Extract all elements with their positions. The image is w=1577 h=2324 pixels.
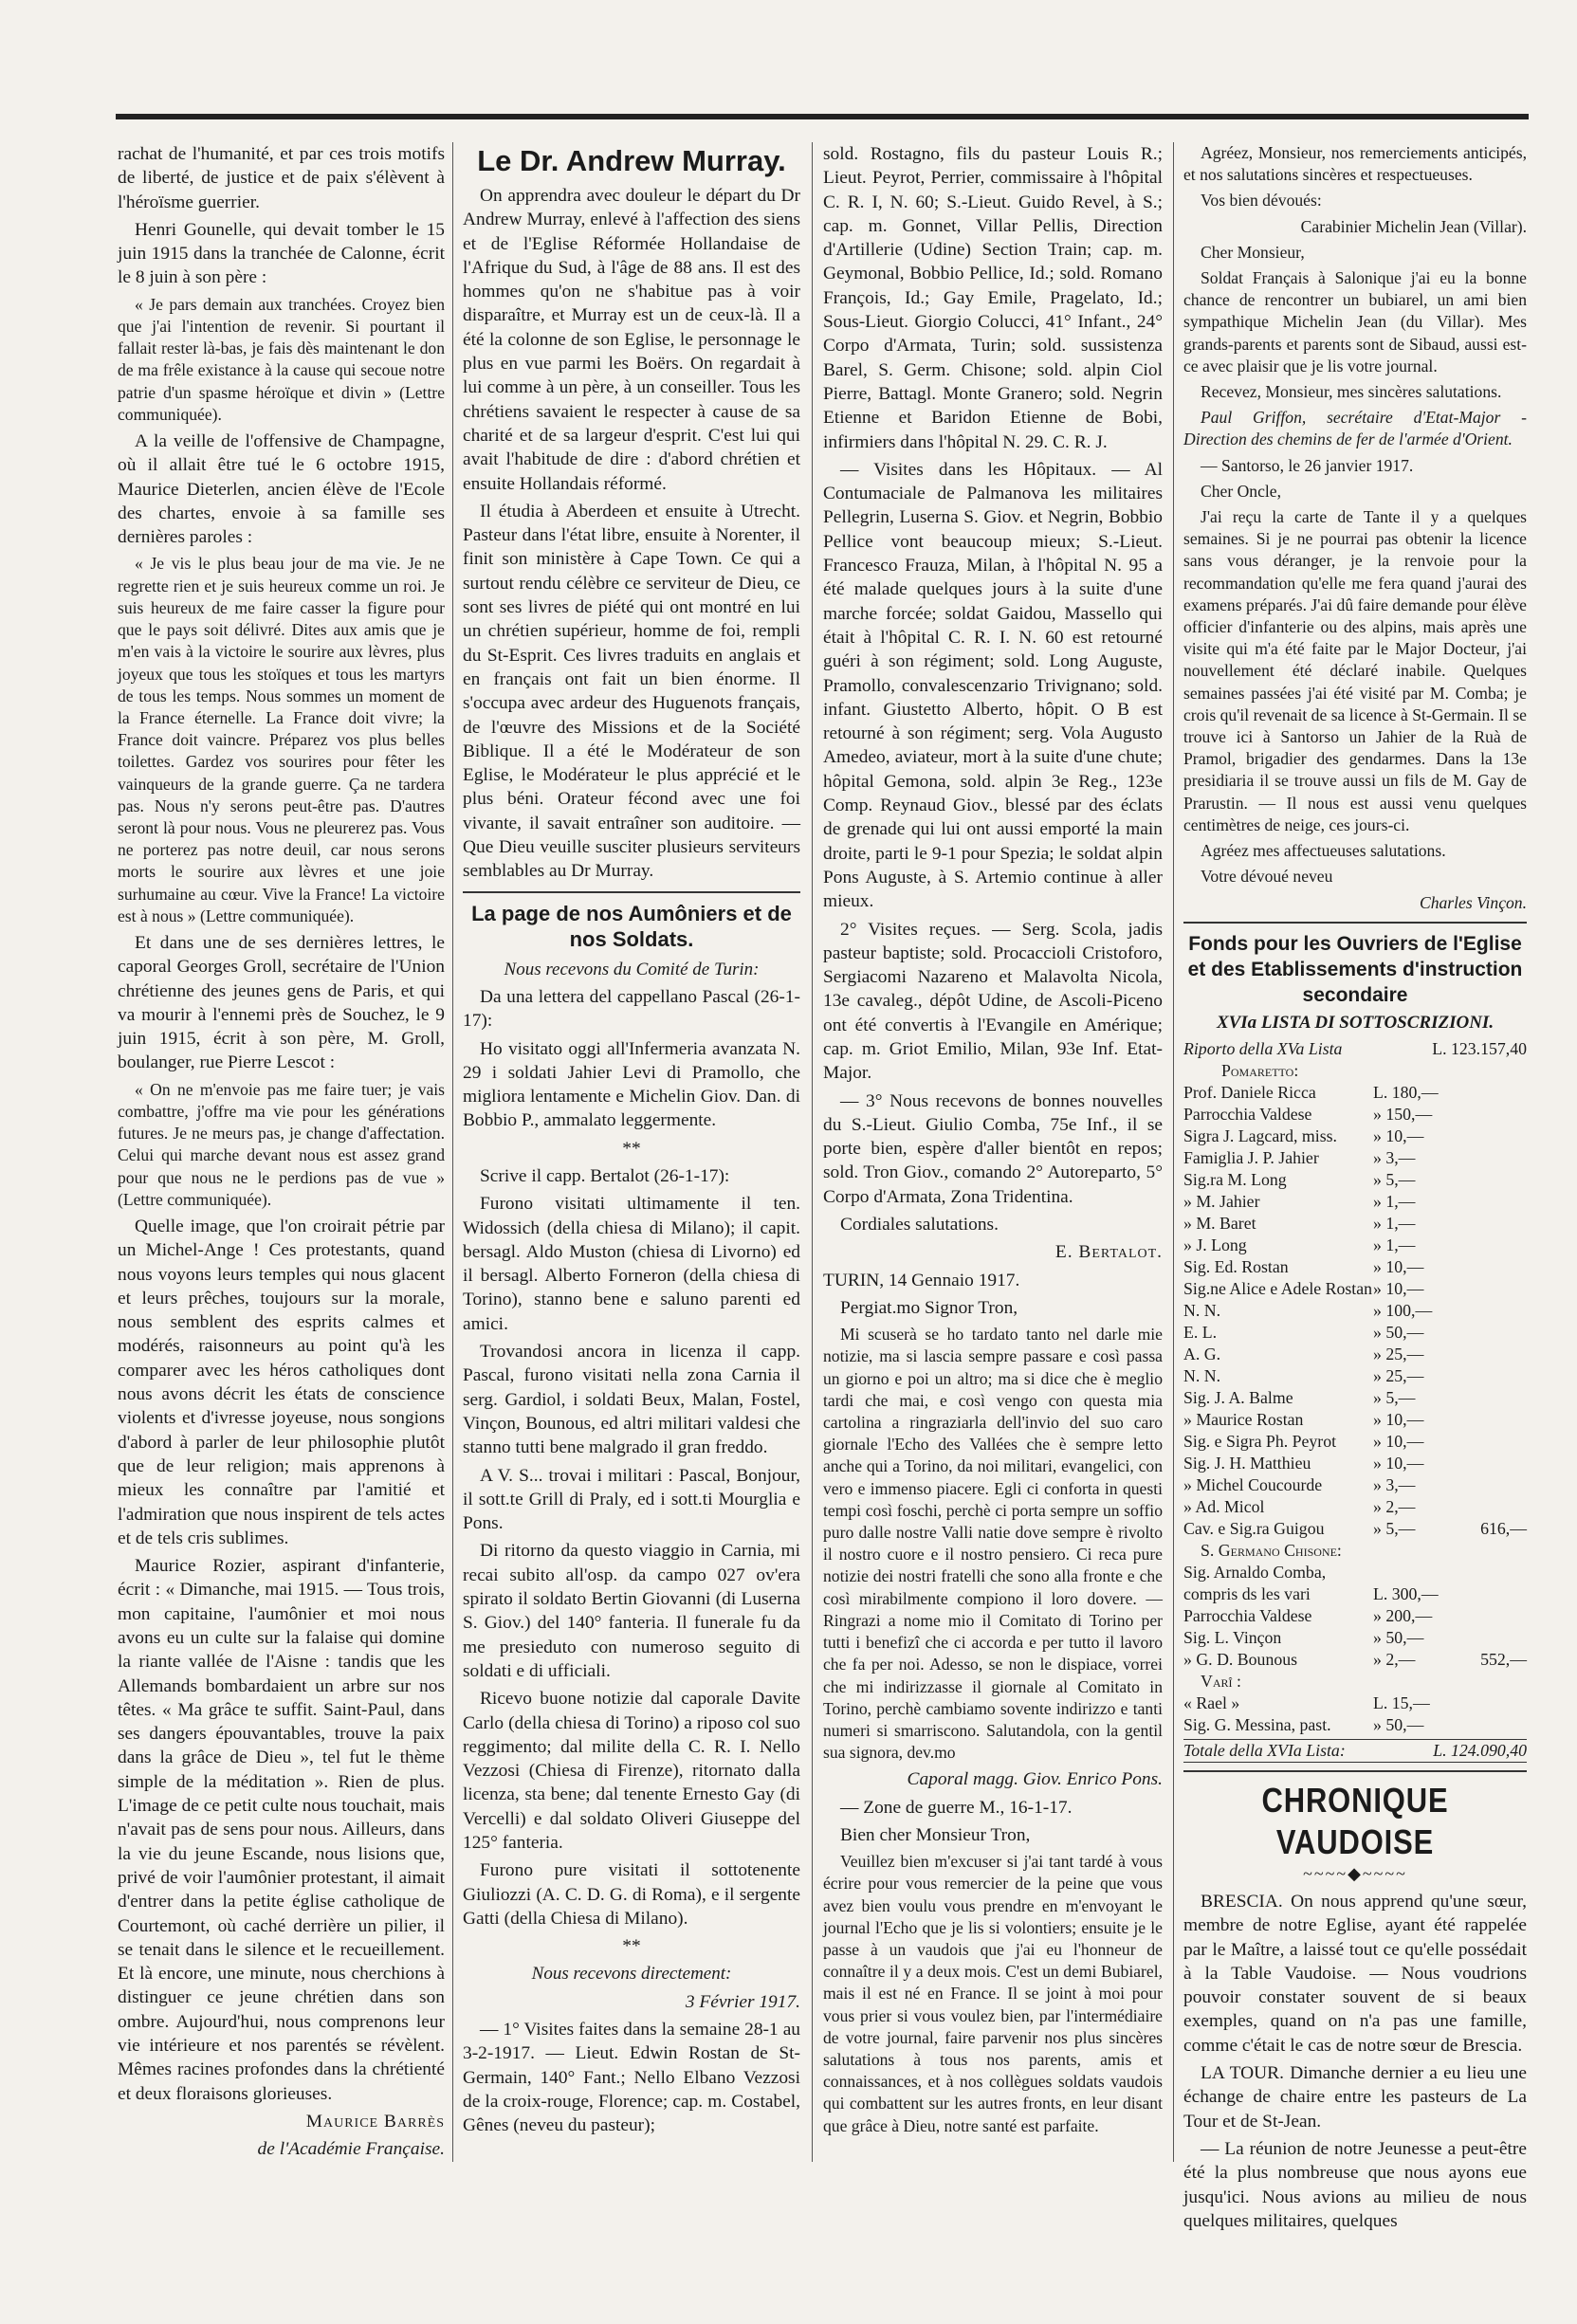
subtitle: Nous recevons directement: [531,1964,732,1985]
flourish-ornament: ~~~~◆~~~~ [1303,1864,1407,1883]
section-title: La page de nos Aumôniers et de nos Soldats. [471,901,792,951]
top-rule [116,114,1529,119]
paragraph: Ricevo buone notizie dal caporale Davite Carlo (della chiesa di Torino) a riposo col suo reggimento; dal milite della C. R. I. Nello Vezzosi (Chiesa di Firenze), ritornato dalla licenza, sta bene; dal tenente Ernesto Gay (di Vercelli) e dal soldato Oliveri Giuseppe del 125° fanteria. [463,1689,800,1853]
salutation: Cher Monsieur, [1201,242,1305,262]
paragraph: A la veille de l'offensive de Champagne, où il allait être tué le 6 octobre 1915, Maurice Dieterlen, ancien élève de l'Ecole des chartes, envoie à sa famille ses dernières paroles : [118,431,445,548]
table-row: Sig. J. A. Balme » 5,— [1183,1388,1416,1407]
salutation: Pergiat.mo Signor Tron, [840,1297,1018,1318]
dateline: — Santorso, le 26 janvier 1917. [1201,455,1414,475]
table-row: compris ds les vari L. 300,— [1183,1584,1439,1603]
paragraph: Et dans une de ses dernières lettres, le caporal Georges Groll, secrétaire de l'Union chrétienne des jeunes gens de Paris, et qui va mourir à l'ennemi près de Souchez, le 9 juin 1915, écrit à son père, M. Groll, boulanger, rue Pierre Lescot : [118,932,445,1073]
chronique-title: CHRONIQUE VAUDOISE [1261,1781,1449,1861]
paragraph: — Visites dans les Hôpitaux. — Al Contumaciale de Palmanova les militaires Pellegrin, Luserna S. Giov. et Negrin, Bobbio Pellice vont beaucoup mieux; S.-Lieut. Francesco Frauza, Milan, à l'hôpital N. 95 a été malade quelques jours à la suite d'une marche forcée; soldat Gaidou, Massello qui était à l'hôpital C. R. I. N. 60 est retourné guéri à son régiment; sold. Long Auguste, Pramollo, convalescenzario Trivignano; sold. infant. Giustetto Alberto, hôpit. O B est retourné à son régiment; serg. Vola Augusto Amedeo, aviateur, mort à la suite d'une chute; hôpital Gemona, sold. alpin 3e Reg., 123e Comp. Reynaud Giov., blessé par des éclats de grenade qui lui ont aussi emporté la main droite, parti le 9-1 pour Spezia; le soldat alpin Pons Auguste, à S. Artemio continue à aller mieux. [823,459,1163,912]
paragraph: sold. Rostagno, fils du pasteur Louis R.; Lieut. Peyrot, Perrier, commissaire à l'hôpital C. R. I, N. 60; S.-Lieut. Guido Revel, à S.; cap. m. Gonnet, Villar Pellis, Direction d'Artillerie (Udine) Section Train; cap. m. Geymonal, Bobbio Pellice, Id.; sold. Romano François, Id.; Gay Emile, Pragelato, Id.; Sous-Lieut. Giorgio Colucci, 41° Infant., 24° Corpo d'Armata, Turin; sold. sussistenza Barel, S. Germ. Chisone; sold. alpin Ciol Pierre, Battagl. Monte Granero; sold. Negrin Etienne et Baridon Etienne de Bobi, infirmiers dans l'hôpital N. 29. C. R. J. [823,144,1163,452]
paragraph: Il étudia à Aberdeen et ensuite à Utrecht. Pasteur dans l'état libre, ensuite à Norenter, il finit son ministère à Cape Town. Ce qui a surtout rendu célèbre ce serviteur de Dieu, ce sont ses livres de piété qui ont montré en lui un chrétien supérieur, homme de foi, rempli du St-Esprit. Ces livres traduits en anglais et en français ont fait un bien énorme. Il s'occupa avec ardeur des Huguenots français, de l'œuvre des Missions et de la Société Biblique. Il a été le Modérateur de son Eglise, le Modérateur le plus apprécié et le plus béni. Orateur fécond avec une foi vivante, il savait entraîner son auditoire. — Que Dieu veuille susciter plusieurs serviteurs semblables au Dr Murray. [463,501,800,882]
subtitle: Nous recevons du Comité de Turin: [504,959,760,979]
author-title: de l'Académie Française. [257,2139,445,2160]
letter-text: Mi scuserà se ho tardato tanto nel darle mie notizie, ma si lascia sempre passare e così passa un giorno e poi un altro; ma si dice che è meglio tardi che mai, e così vengo con questa mia cartolina a ringraziarla dell'invio del suo caro giornale l'Echo des Vallées che è sempre letto anche qui a Torino, da noi militari, evangelici, con vero e immenso piacere. Egli ci conforta in questi tempi così foschi, perchè ci porta sempre un soffio puro dalle nostre Valli natie dove sempre è rivolto il nostro cuore e il nostro pensiero. Ci reca pure notizie dei nostri fratelli che sono alla fronte e che così mirabilmente compiono il loro dovere. — Ringrazi a nome mio il Comitato di Torino per tutti i benefizî che ci accorda e per tutto il lavoro che fa per noi. Adesso, se non le dispiace, vorrei che mi indirizzasse il giornale al Comitato in Torino, perchè cambiamo sovente indirizzo e tanti numeri si smarriscono. Salutandola, con la gentil sua signora, dev.mo [823,1325,1163,1763]
fund-title: Fonds pour les Ouvriers de l'Eglise [1188,932,1522,955]
paragraph: Recevez, Monsieur, mes sincères salutations. [1201,382,1502,402]
paragraph: — 1° Visites faites dans la semaine 28-1 au 3-2-1917. — Lieut. Edwin Rostan de St-Germain, 140° Fant.; Nello Elbano Vezzosi de la croix-rouge, Florence; cap. m. Costabel, Gênes (neveu du pasteur); [463,2020,800,2136]
signature: Paul Griffon, secrétaire d'Etat-Major - Direction des chemins de fer de l'armée d'Orient. [1183,408,1527,449]
paragraph: 2° Visites reçues. — Serg. Scola, jadis pasteur baptiste; sold. Procaccioli Cristoforo, Sergiacomi Nazareno et Malavolta Nicola, 13e cavaleg., dépôt Udine, de Ascoli-Piceno ont été convertis à l'Evangile en Amérique; cap. m. Griot Emilio, Milan, 93e Inf. Etat-Major. [823,919,1163,1084]
separator-stars: ** [622,1936,641,1957]
quote: « Je pars demain aux tranchées. Croyez bien que j'ai l'intention de revenir. Si pourtant il fallait rester là-bas, je fais dès maintenant le don de ma frêle existance à la cause qui secoue notre patrie d'un spasme héroïque et divin » (Lettre communiquée). [118,294,445,424]
group-label: Varî : [1201,1672,1241,1691]
quote: « Je vis le plus beau jour de ma vie. Je ne regrette rien et je suis heureux comme un roi. Je suis heureux de me faire casser la figure pour que le pays soit délivré. Dites aux amis que je m'en vais à la victoire le sourire aux lèvres, plus joyeux que tous les stoïques et tous les martyrs de tous les temps. Nous sommes un moment de la France éternelle. La France doit vivre; la France doit vaincre. Préparez vos plus belles toilettes. Gardez vos sourires pour fêter les vainqueurs de la grande guerre. Ça ne tardera pas. Nous n'y serons peut-être pas. D'autres seront là pour nous. Vous ne pleurerez pas. Vous ne porterez pas notre deuil, car nous serons morts le sourire aux lèvres et une joie surhumaine au cœur. Vive la France! La victoire est à nous » (Lettre communiquée). [118,554,445,925]
table-row: » G. D. Bounous » 2,— 552,— [1183,1650,1527,1669]
table-row: Sig.ne Alice e Adele Rostan » 10,— [1183,1279,1424,1298]
paragraph: A V. S... trovai i militari : Pascal, Bonjour, il sott.te Grill di Praly, ed i sott.ti Mourglia e Pons. [463,1465,800,1534]
paragraph: Trovandosi ancora in licenza il capp. Pascal, furono visitati nella zona Carnia il serg. Gardiol, i soldati Beux, Malan, Fostel, Vinçon, Bounous, ed altri militari valdesi che stanno tutti bene malgrado il gran freddo. [463,1342,800,1458]
table-row: « Rael » L. 15,— [1183,1693,1430,1712]
paragraph: Agréez mes affectueuses salutations. [1201,841,1446,861]
signature: Carabinier Michelin Jean (Villar). [1300,216,1527,236]
table-row: A. G. » 25,— [1183,1345,1424,1363]
column-4 [1183,142,1527,2237]
table-row: Sig. J. H. Matthieu » 10,— [1183,1454,1424,1473]
sgermano-rows [1183,1562,1527,1671]
paragraph: Di ritorno da questo viaggio in Carnia, mi recai subito all'osp. da campo 027 ov'era spirato il soldato Bertin Giovanni (di Luserna S. Giov.) del 140° fanteria. Il funerale fu da me presieduto con numeroso seguito di soldati e di ufficiali. [463,1541,800,1681]
pomaretto-rows [1183,1082,1527,1540]
table-row: » J. Long » 1,— [1183,1235,1416,1254]
table-row: N. N. » 100,— [1183,1301,1433,1320]
paragraph: Scrive il capp. Bertalot (26-1-17): [480,1165,730,1186]
table-row: Sigra J. Lagcard, miss. » 10,— [1183,1126,1424,1145]
table-row: Famiglia J. P. Jahier » 3,— [1183,1148,1416,1167]
table-row: » M. Jahier » 1,— [1183,1192,1416,1211]
column-2 [463,142,800,2142]
dateline: TURIN, 14 Gennaio 1917. [823,1270,1020,1290]
paragraph: — 3° Nous recevons de bonnes nouvelles du S.-Lieut. Giulio Comba, 75e Inf., il se porte bien, espère d'aller bientôt en repos; sold. Tron Giov., comando 2° Autoreparto, 5° Corpo d'Armata, Zona Tridentina. [823,1090,1163,1207]
paragraph: Maurice Rozier, aspirant d'infanterie, écrit : « Dimanche, mai 1915. — Tous trois, mon capitaine, l'aumônier et moi nous avons eu un culte sur la falaise qui domine la riante vallée de l'Aisne : tandis que les Allemands bombardaient un arbre sur nos têtes. « Ma grâce te suffit. Saint-Paul, dans ses dangers épouvantables, trouve la paix dans la grâce de Dieu », tel fut le thème simple de la méditation ». Rien de plus. L'image de ce petit culte nous touchait, mais n'avait pas de sens pour nous. Ailleurs, dans la vie du jeune Escande, nous lisions que, privé de voir l'aumônier protestant, il aimait d'entrer dans la petite église catholique de Courtemont, où caché derrière un pilier, il se tenait dans le silence et le recueillement. Et là encore, une minute, nous cherchions à distinguer ce jeune chrétien dans son ombre. Aujourd'hui, nous comprenons leur vie intérieure et nos parentés se révèlent. Mêmes racines profondes dans la chrétienté et deux floraisons glorieuses. [118,1556,445,2104]
paragraph: Henri Gounelle, qui devait tomber le 15 juin 1915 dans la tranchée de Calonne, écrit le 8 juin à son père : [118,219,445,288]
separator-stars: ** [622,1138,641,1159]
table-total-row: Totale della XVIa Lista: L. 124.090,40 [1183,1740,1527,1763]
paragraph: Vos bien dévoués: [1201,191,1322,210]
table-row: Cav. e Sig.ra Guigou » 5,— 616,— [1183,1519,1527,1538]
paragraph: rachat de l'humanité, et par ces trois motifs de liberté, de justice et de paix s'élèvent à l'héroïsme guerrier. [118,144,445,212]
table-row: » Ad. Micol » 2,— [1183,1497,1416,1516]
paragraph: Cordiales salutations. [840,1215,999,1235]
section-divider [463,891,800,893]
salutation: Bien cher Monsieur Tron, [840,1824,1031,1845]
letter-text: J'ai reçu la carte de Tante il y a quelques semaines. Si je ne pourrai pas obtenir la licence sans vous déranger, je la renvoie pour la recommandation qu'elle me fera quand j'aurai des examens préparés. J'ai dû faire demande pour élève officier d'infanterie ou des alpins, mais après une visite qui m'a été faite par le Major Docteur, j'ai nouvellement été déclaré inabile. Quelques semaines passées j'ai été visité par M. Comba; je crois qu'il revenait de sa licence à St-Germain. Il se trouve ici à Santorso un Jahier de la Ruà de Pramol, brigadier des gendarmes. Dans la 13e presidiaria il se trouve aussi un fils de M. Gay de Prarustin. — Il nous est aussi venu quelques centimètres de neige, ces jours-ci. [1183,507,1527,834]
table-row: Prof. Daniele Ricca L. 180,— [1183,1083,1439,1102]
table-row: » M. Baret » 1,— [1183,1214,1416,1233]
table-row: Sig. Ed. Rostan » 10,— [1183,1257,1424,1276]
signature: Caporal magg. Giov. Enrico Pons. [907,1769,1163,1790]
list-title: XVIa LISTA DI SOTTOSCRIZIONI. [1216,1012,1494,1033]
table-row: Sig. Arnaldo Comba, [1183,1563,1327,1582]
dateline: — Zone de guerre M., 16-1-17. [840,1797,1073,1818]
table-row: Parrocchia Valdese » 150,— [1183,1105,1433,1124]
column-divider [1173,142,1174,2162]
author-signature: Maurice Barrès [305,2111,445,2132]
table-row: E. L. » 50,— [1183,1323,1424,1342]
paragraph: Votre dévoué neveu [1201,867,1333,887]
signature: Charles Vinçon. [1419,892,1527,912]
paragraph: Furono pure visitati il sottotenente Giuliozzi (A. C. D. G. di Roma), e il sergente Gatti (della Chiesa di Milano). [463,1860,800,1929]
table-row: » Maurice Rostan » 10,— [1183,1410,1424,1429]
table-row: » Michel Coucourde » 3,— [1183,1475,1416,1494]
paragraph: Quelle image, que l'on croirait pétrie par un Michel-Ange ! Ces protestants, quand nous voyons leurs temples qui nous glacent et leurs prêches, toujours sur la morale, nous semblent des esprits calmes et modérés, raisonneurs au point qu'à les comparer avec les héros catholiques dont nous avons décrit les états de conscience violents et d'ivresse joyeuse, nous songions d'abord à parler de leur philosophie plutôt que de leur religion; mais apprenons à mieux les connaître par l'amitié et l'admiration que nous inspirent de tels actes et de tels cris sublimes. [118,1216,445,1548]
letter-text: Veuillez bien m'excuser si j'ai tant tardé à vous écrire pour vous remercier de la peine que vous avez bien voulu vous prendre en m'envoyant le journal l'Echo que je lis si volontiers; ensuite je le passe à un vaudois que j'ai eu l'honneur de connaître il y a deux mois. C'est un demi Bubiarel, mais il est né en France. Il se joint à moi pour vous prier si vous voulez bien, par l'intermédiaire de votre journal, faire parvenir nos plus sincères salutations à tous nos parents, amis et connaissances, et à nos collègues soldats vaudois qui combattent sur les autres fronts, en leur disant que grâce à Dieu, notre santé est parfaite. [823,1852,1163,2135]
paragraph: BRESCIA. On nous apprend qu'une sœur, membre de notre Eglise, ayant été rappelée par le Maître, a laissé tout ce qu'elle possédait à la Table Vaudoise. — Nous voudrions pouvoir constater souvent de si beaux exemples, quand on n'a pas une famille, comme c'était le cas de notre sœur de Brescia. [1183,1892,1527,2056]
table-row: Sig.ra M. Long » 5,— [1183,1170,1416,1189]
group-label: S. Germano Chisone: [1201,1541,1342,1560]
signature: E. Bertalot. [1054,1242,1163,1263]
table-row: Sig. e Sigra Ph. Peyrot » 10,— [1183,1432,1424,1451]
article-title: Le Dr. Andrew Murray. [477,144,786,177]
table-row: Riporto della XVa Lista L. 123.157,40 [1183,1039,1527,1058]
date-line: 3 Février 1917. [685,1991,800,2012]
paragraph: LA TOUR. Dimanche dernier a eu lieu une échange de chaire entre les pasteurs de La Tour et de St-Jean. [1183,2063,1527,2132]
paragraph: Agréez, Monsieur, nos remerciements anticipés, et nos salutations sincères et respectueuses. [1183,143,1527,185]
paragraph: Ho visitato oggi all'Infermeria avanzata N. 29 i soldati Jahier Levi di Pramollo, che migliora lentamente e Michelin Giov. Dan. di Bobbio P., ammalato leggermente. [463,1038,800,1131]
table-row: N. N. » 25,— [1183,1366,1424,1385]
subscription-table [1183,1038,1527,1763]
letter-text: Soldat Français à Salonique j'ai eu la bonne chance de rencontrer un bubiarel, un ami bien sympathique Michelin Jean (du Villar). Mes grands-parents et parents sont de Sibaud, aussi est-ce avec plaisir que je lis votre journal. [1183,268,1527,375]
column-divider [812,142,813,2162]
salutation: Cher Oncle, [1201,481,1282,501]
column-3 [823,142,1163,2141]
fund-subtitle: et des Etablissements d'instruction secondaire [1187,958,1523,1006]
paragraph: On apprendra avec douleur le départ du Dr Andrew Murray, enlevé à l'affection des siens et de l'Eglise Réformée Hollandaise de l'Afrique du Sud, à l'âge de 88 ans. Il est des hommes qu'on ne s'habitue pas à voir disparaître, et Murray est un de ceux-là. Il a été la colonne de son Eglise, le personnage le plus en vue parmi les Boërs. On regardait à lui comme à un père, à un conseiller. Tous les chrétiens savaient le respecter à cause de sa charité et de sa largeur d'esprit. C'est lui qui avait l'habitude de dire : d'abord chrétien et ensuite Hollandais réformé. [463,186,800,494]
vari-rows [1183,1693,1527,1736]
column-divider [452,142,453,2162]
table-row: Sig. G. Messina, past. » 50,— [1183,1715,1424,1734]
section-divider [1183,922,1527,924]
paragraph: Da una lettera del cappellano Pascal (26-1-17): [463,986,800,1032]
table-row: Sig. L. Vinçon » 50,— [1183,1628,1424,1647]
column-1 [118,142,445,2166]
section-divider [1183,1770,1527,1772]
paragraph: — La réunion de notre Jeunesse a peut-être été la plus nombreuse que nous ayons eue jusqu'ici. Nous avions au milieu de nous quelques militaires, quelques [1183,2138,1527,2231]
quote: « On ne m'envoie pas me faire tuer; je vais combattre, j'offre ma vie pour les générations futures. Je ne meurs pas, je change d'affectation. Celui qui marche devant nous est assez grand pour que nous ne le perdions pas de vue » (Lettre communiquée). [118,1079,445,1209]
table-row: Parrocchia Valdese » 200,— [1183,1606,1433,1625]
group-label: Pomaretto: [1221,1061,1299,1080]
paragraph: Furono visitati ultimamente il ten. Widossich (della chiesa di Milano); il capit. bersagl. Aldo Muston (chiesa di Livorno) ed il bersagl. Alberto Forneron (della chiesa di Torino), stanno bene e saluno parenti ed amici. [463,1194,800,1334]
